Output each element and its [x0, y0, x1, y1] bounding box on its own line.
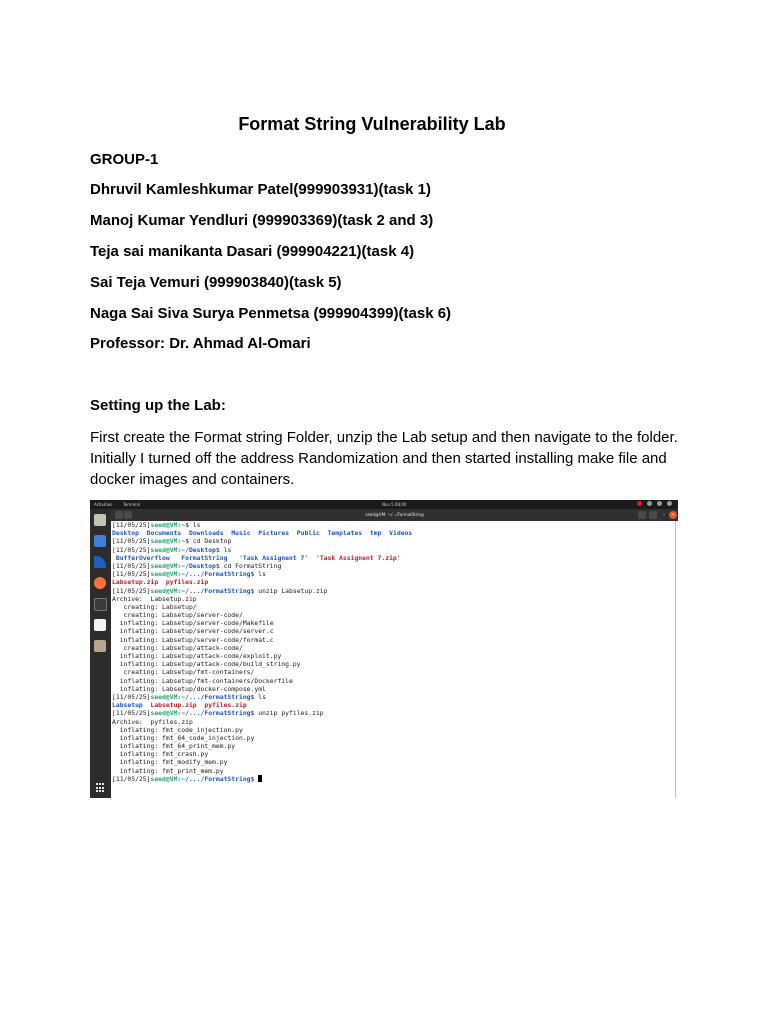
prompt-time: [11/05/25] [112, 709, 151, 718]
output-text: creating: Labsetup/ [112, 602, 197, 611]
record-icon [637, 501, 642, 506]
terminal-icon [94, 598, 107, 611]
spacer [158, 578, 166, 586]
spacer [170, 554, 182, 562]
member-line: Sai Teja Vemuri (999903840)(task 5) [90, 274, 342, 291]
spacer [181, 529, 189, 537]
close-icon: × [670, 512, 676, 518]
terminal-line [112, 758, 674, 766]
listing-entry: pyfiles.zip [165, 578, 209, 587]
command-text: cd FormatString [223, 561, 282, 570]
menu-icon [649, 511, 657, 519]
command-text: unzip pyfiles.zip [258, 709, 324, 718]
terminal-line [112, 537, 674, 545]
prompt-path: ~/.../FormatString [181, 570, 251, 579]
terminal-line [112, 619, 674, 627]
listing-entry: Desktop [112, 529, 139, 538]
member-line: Naga Sai Siva Surya Penmetsa (999904399)(task 6) [90, 305, 452, 322]
terminal-line [112, 701, 674, 709]
prompt-path: ~ [181, 521, 186, 529]
volume-icon [657, 501, 662, 506]
output-text: inflating: Labsetup/docker-compose.yml [112, 684, 266, 693]
listing-entry: Music [231, 529, 251, 538]
prompt-path: ~/.../FormatString [181, 774, 251, 783]
clock-label: Nov 5 08:00 [382, 502, 407, 507]
terminal-line [112, 546, 674, 554]
prompt-user: seed@VM: [150, 586, 182, 595]
setup-paragraph: First create the Format string Folder, unzip the Lab setup and then navigate to the folder. Initially I turned off the address Randomization and then started installing make file and docker images and containers. [90, 429, 678, 488]
terminal-line [112, 709, 674, 717]
spacer [227, 554, 239, 562]
terminal-line [112, 603, 674, 611]
prompt-time: [11/05/25] [112, 692, 151, 701]
terminal-line [112, 578, 674, 586]
listing-entry: Pictures [258, 529, 290, 538]
output-text: inflating: fmt_print_mem.py [112, 766, 224, 775]
spacer [320, 529, 328, 537]
output-text: inflating: Labsetup/fmt-containers/Dockerfile [112, 676, 293, 685]
command-text: cd Desktop [192, 537, 232, 546]
output-text: creating: Labsetup/fmt-containers/ [112, 668, 255, 677]
app-grid-icon [96, 783, 106, 793]
output-text: creating: Labsetup/attack-code/ [112, 643, 243, 652]
listing-entry: Templates [327, 529, 363, 538]
prompt-time: [11/05/25] [112, 570, 151, 579]
listing-entry: 'Task Assignent 7' [239, 553, 309, 562]
command-text: ls [258, 570, 266, 579]
terminal-line [112, 660, 674, 668]
prompt-user: seed@VM: [150, 545, 182, 554]
prompt-path: ~/.../FormatString [181, 586, 251, 595]
archive-icon [94, 640, 106, 652]
prompt-sign: $ [250, 586, 259, 595]
prompt-path: ~/Desktop [181, 561, 216, 570]
prompt-sign: $ [215, 545, 224, 554]
text-editor-icon [94, 619, 106, 631]
network-icon [647, 501, 652, 506]
prompt-time: [11/05/25] [112, 586, 151, 595]
member-line: Manoj Kumar Yendluri (999903369)(task 2 and 3) [90, 212, 434, 229]
terminal-line [112, 677, 674, 685]
terminal-line [112, 529, 674, 537]
prompt-path: ~ [181, 537, 186, 546]
section-heading: Setting up the Lab: [90, 397, 226, 414]
terminal-line [112, 668, 674, 676]
output-text: inflating: Labsetup/attack-code/build_string.py [112, 660, 301, 669]
terminal-line [112, 750, 674, 758]
listing-entry: Labsetup.zip [112, 578, 159, 587]
calendar-icon [94, 535, 106, 547]
prompt-sign: $ [185, 521, 193, 529]
output-text: inflating: fmt_modify_mem.py [112, 758, 228, 767]
terminal-line [112, 693, 674, 701]
terminal-line [112, 595, 674, 603]
output-text: Archive: Labsetup.zip [112, 594, 197, 603]
terminal-line [112, 587, 674, 595]
prompt-sign: $ [250, 692, 259, 701]
terminal-line [112, 570, 674, 578]
prompt-sign: $ [250, 774, 259, 783]
prompt-time: [11/05/25] [112, 561, 151, 570]
gnome-top-bar [90, 500, 678, 509]
output-text: inflating: fmt_64_print_mem.py [112, 742, 236, 751]
listing-entry: 'Task Assignent 7.zip' [315, 553, 401, 562]
output-text: inflating: fmt_crash.py [112, 750, 209, 759]
listing-entry: FormatString [181, 553, 228, 562]
spacer [289, 529, 297, 537]
prompt-sign: $ [250, 709, 259, 718]
prompt-path: ~/Desktop [181, 545, 216, 554]
spacer [362, 529, 370, 537]
terminal-line [112, 767, 674, 775]
terminal-line [112, 644, 674, 652]
listing-entry: tmp [369, 529, 382, 538]
prompt-sign: $ [185, 537, 193, 546]
listing-entry: Labsetup.zip [150, 701, 197, 710]
prompt-time: [11/05/25] [112, 537, 151, 546]
command-text: ls [258, 692, 266, 701]
app-menu-label: Terminal [123, 502, 140, 507]
listing-entry: BufferOverflow [115, 553, 170, 562]
output-text: inflating: Labsetup/attack-code/exploit.py [112, 652, 282, 660]
command-text: unzip Labsetup.zip [258, 586, 328, 595]
spacer [381, 529, 389, 537]
listing-entry: Labsetup [112, 701, 143, 710]
terminal-line [112, 554, 674, 562]
output-text: inflating: fmt_64_code_injection.py [112, 733, 255, 742]
prompt-sign: $ [250, 570, 259, 579]
command-text: ls [192, 521, 201, 529]
output-text: Archive: pyfiles.zip [112, 717, 193, 726]
prompt-user: seed@VM: [150, 521, 182, 529]
terminal-cursor [258, 775, 262, 782]
listing-entry: Downloads [188, 529, 224, 538]
prompt-user: seed@VM: [150, 570, 182, 579]
terminal-line [112, 685, 674, 693]
prompt-path: ~/.../FormatString [181, 709, 251, 718]
document-title: Format String Vulnerability Lab [238, 114, 506, 134]
activities-label: Activities [94, 502, 113, 507]
terminal-line [112, 652, 674, 660]
output-text: inflating: Labsetup/server-code/server.c [112, 627, 274, 636]
window-title: seed@VM: ~/.../FormatString [365, 512, 424, 517]
terminal-line [112, 775, 674, 783]
output-text: inflating: Labsetup/server-code/Makefile [112, 619, 274, 628]
terminal-line [112, 636, 674, 644]
spacer [308, 554, 316, 562]
prompt-user: seed@VM: [150, 561, 182, 570]
group-label: GROUP-1 [90, 151, 159, 168]
prompt-time: [11/05/25] [112, 774, 151, 783]
output-text: inflating: fmt_code_injection.py [112, 725, 243, 734]
listing-entry: Public [296, 529, 320, 538]
dock [90, 509, 111, 798]
firefox-icon [94, 577, 106, 589]
terminal-line [112, 734, 674, 742]
power-icon [667, 501, 672, 506]
terminal-output [112, 521, 674, 798]
output-text: inflating: Labsetup/server-code/format.c [112, 635, 274, 644]
output-text: creating: Labsetup/server-code/ [112, 611, 243, 620]
prompt-user: seed@VM: [150, 709, 182, 718]
terminal-line [112, 742, 674, 750]
terminal-screenshot [90, 500, 678, 798]
member-line: Dhruvil Kamleshkumar Patel(999903931)(task 1) [90, 181, 432, 198]
prompt-user: seed@VM: [150, 774, 182, 783]
wireshark-icon [94, 556, 106, 568]
terminal-line [112, 726, 674, 734]
member-line: Teja sai manikanta Dasari (999904221)(task 4) [90, 243, 415, 260]
minimize-icon: – [662, 512, 666, 518]
professor-line: Professor: Dr. Ahmad Al-Omari [90, 335, 311, 352]
prompt-user: seed@VM: [150, 692, 182, 701]
terminal-line [112, 611, 674, 619]
terminal-titlebar [111, 509, 678, 521]
prompt-time: [11/05/25] [112, 545, 151, 554]
terminal-line [112, 627, 674, 635]
prompt-user: seed@VM: [150, 537, 182, 546]
prompt-time: [11/05/25] [112, 521, 151, 529]
files-icon [94, 514, 106, 526]
system-tray [637, 501, 672, 506]
terminal-line [112, 562, 674, 570]
scrollbar [675, 521, 676, 798]
search-icon [638, 511, 646, 519]
prompt-path: ~/.../FormatString [181, 692, 251, 701]
terminal-line [112, 521, 674, 529]
prompt-sign: $ [215, 561, 224, 570]
spacer [139, 529, 147, 537]
command-text: ls [223, 545, 232, 554]
listing-entry: Videos [389, 529, 413, 538]
listing-entry: Documents [146, 529, 182, 538]
terminal-line [112, 718, 674, 726]
listing-entry: pyfiles.zip [204, 701, 247, 710]
